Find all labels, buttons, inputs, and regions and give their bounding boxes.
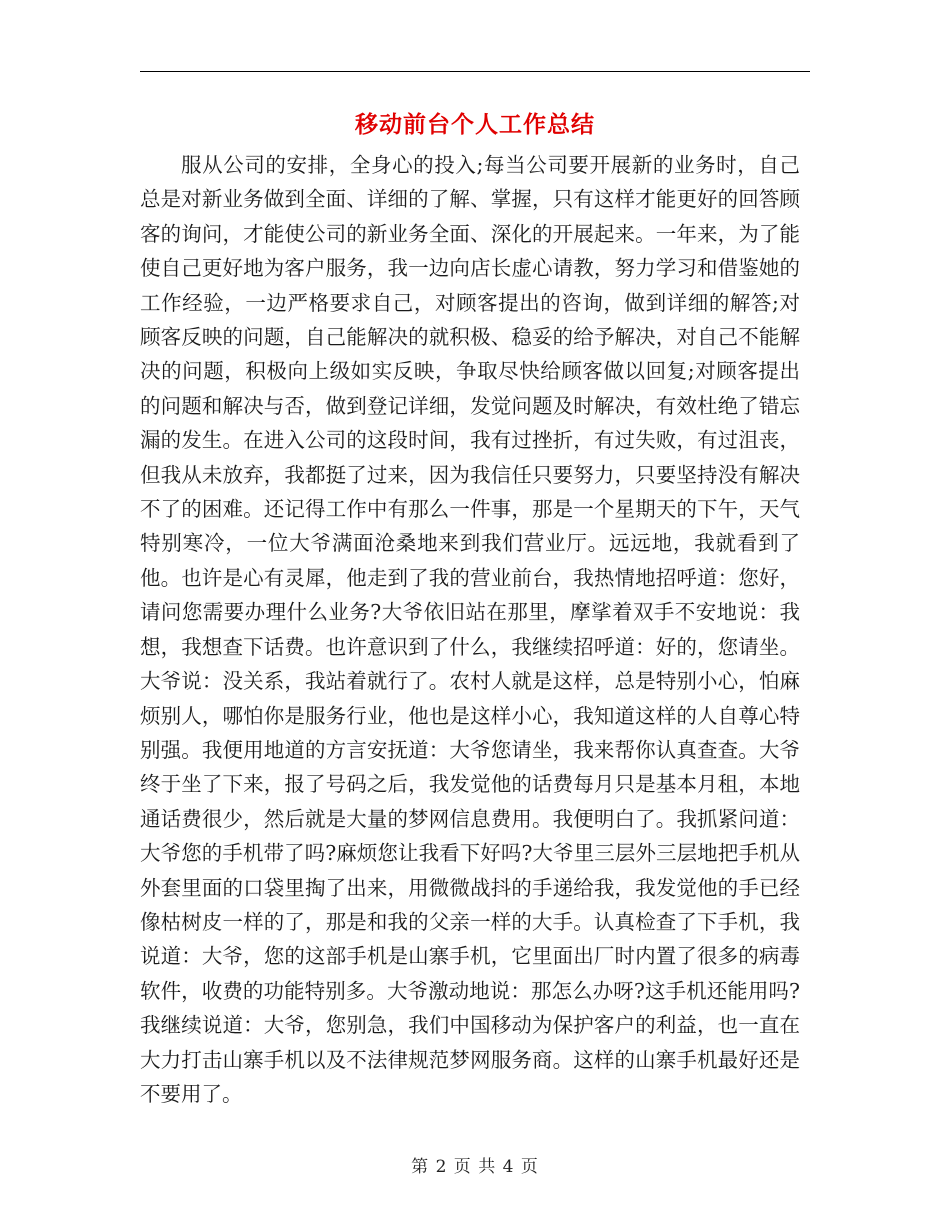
header-rule [140, 71, 810, 72]
body-paragraph: 服从公司的安排，全身心的投入;每当公司要开展新的业务时，自己总是对新业务做到全面、详细的了解、掌握，只有这样才能更好的回答顾客的询问，才能使公司的新业务全面、深化的开展起来。一年来，为了能使自己更好地为客户服务，我一边向店长虚心请教，努力学习和借鉴她的工作经验，一边严格要求自己，对顾客提出的咨询，做到详细的解答;对顾客反映的问题，自己能解决的就积极、稳妥的给予解决，对自己不能解决的问题，积极向上级如实反映，争取尽快给顾客做以回复;对顾客提出的问题和解决与否，做到登记详细，发觉问题及时解决，有效杜绝了错忘漏的发生。在进入公司的这段时间，我有过挫折，有过失败，有过沮丧，但我从未放弃，我都挺了过来，因为我信任只要努力，只要坚持没有解决不了的困难。还记得工作中有那么一件事，那是一个星期天的下午，天气特别寒冷，一位大爷满面沧桑地来到我们营业厅。远远地，我就看到了他。也许是心有灵犀，他走到了我的营业前台，我热情地招呼道：您好，请问您需要办理什么业务?大爷依旧站在那里，摩挲着双手不安地说：我想，我想查下话费。也许意识到了什么，我继续招呼道：好的，您请坐。大爷说：没关系，我站着就行了。农村人就是这样，总是特别小心，怕麻烦别人，哪怕你是服务行业，他也是这样小心，我知道这样的人自尊心特别强。我便用地道的方言安抚道：大爷您请坐，我来帮你认真查查。大爷终于坐了下来，报了号码之后，我发觉他的话费每月只是基本月租，本地通话费很少，然后就是大量的梦网信息费用。我便明白了。我抓紧问道：大爷您的手机带了吗?麻烦您让我看下好吗?大爷里三层外三层地把手机从外套里面的口袋里掏了出来，用微微战抖的手递给我，我发觉他的手已经像枯树皮一样的了，那是和我的父亲一样的大手。认真检查了下手机，我说道：大爷，您的这部手机是山寨手机，它里面出厂时内置了很多的病毒软件，收费的功能特别多。大爷激动地说：那怎么办呀?这手机还能用吗?我继续说道：大爷，您别急，我们中国移动为保护客户的利益，也一直在大力打击山寨手机以及不法律规范梦网服务商。这样的山寨手机最好还是不要用了。 [140, 153, 800, 1106]
page-number-label: 第 2 页 共 4 页 [411, 1157, 539, 1177]
document-title: 移动前台个人工作总结 [355, 111, 595, 138]
page-footer [0, 1152, 950, 1177]
